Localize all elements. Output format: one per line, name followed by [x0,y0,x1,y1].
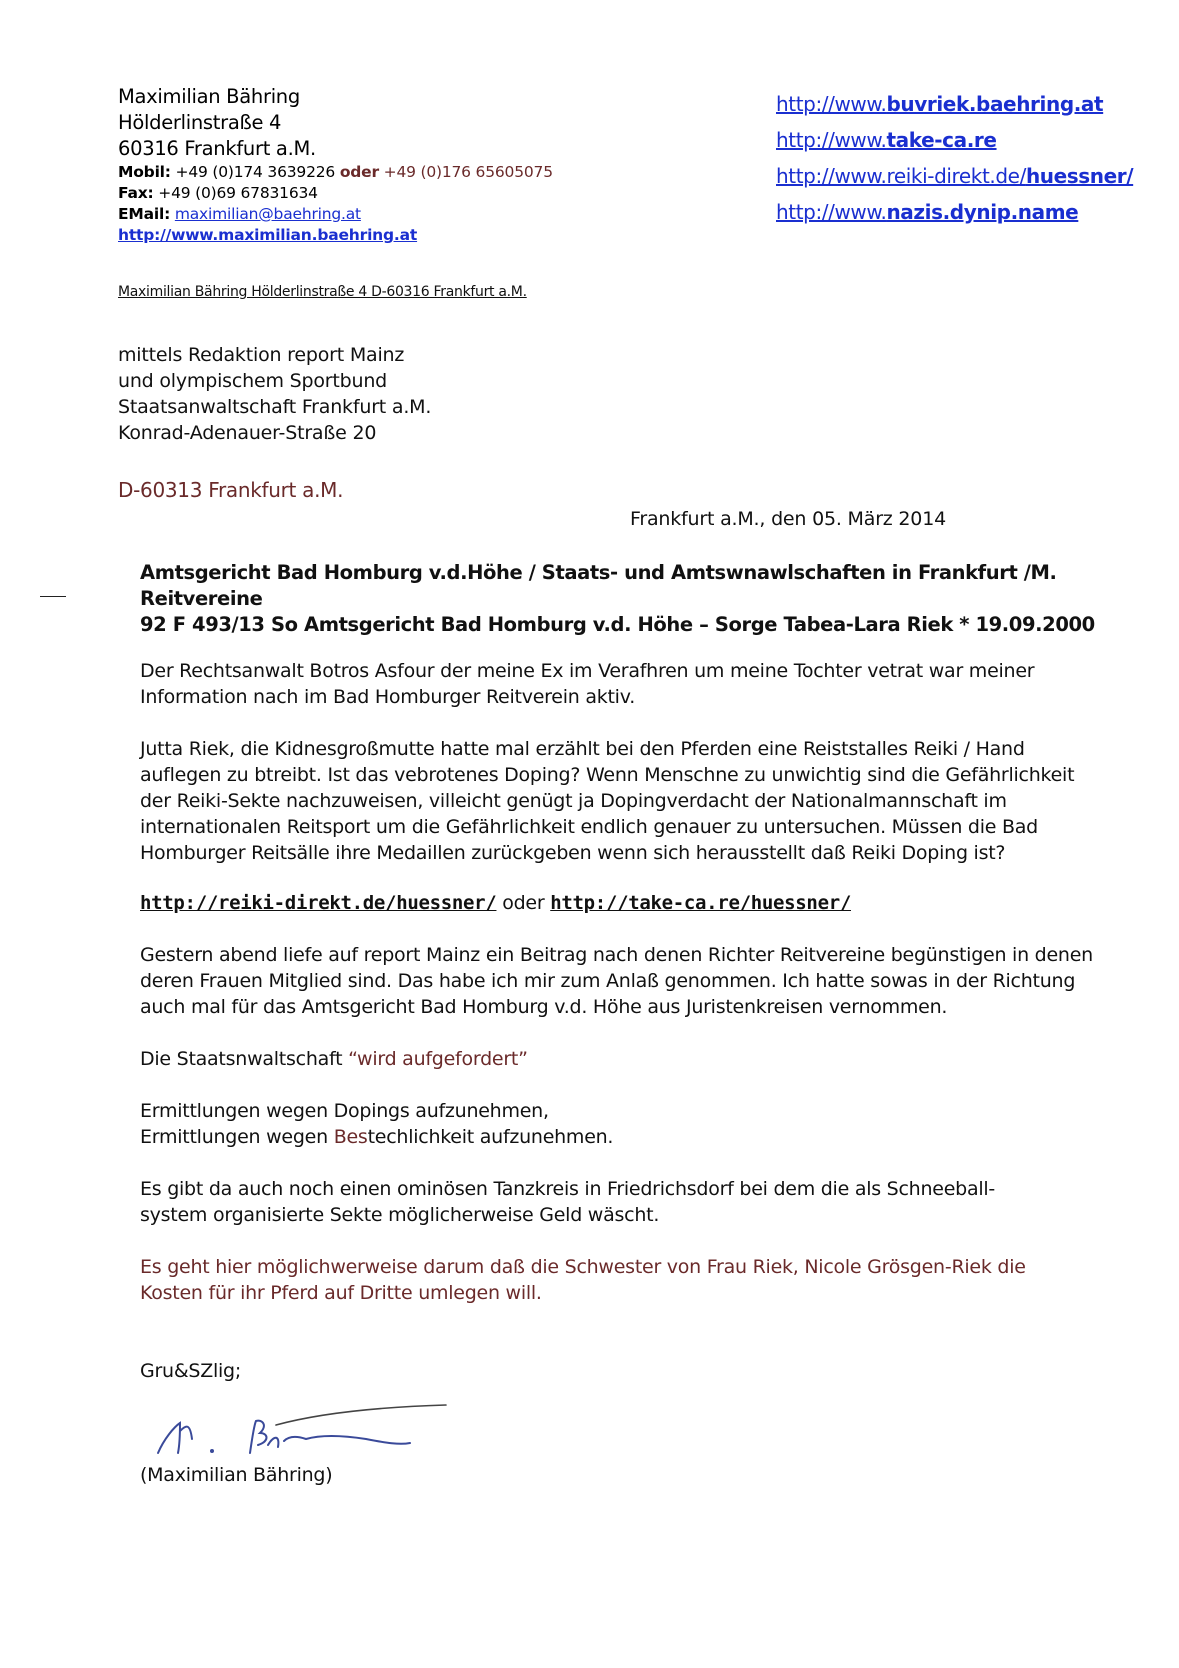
paragraph-2: Jutta Riek, die Kidnesgroßmutte hatte mal erzählt bei den Pferden eine Reiststalles Reiki / Hand auflegen zu btreibt. Ist das vebrotenes Doping? Wenn Menschne zu unwichtig sind die Gefährlichkeit der Reiki-Sekte nachzuweisen, villeicht genügt ja Dopingverdacht der Nationalmannschaft im internationalen Reitsport um die Gefährlichkeit endlich genauer zu untersuchen. Müssen die Bad Homburger Reitsälle ihre Medaillen zurückgeben wenn sich herausstellt daß Reiki Doping ist? [140,738,1075,864]
p5-text-b: Bes [333,1126,368,1148]
oder-word: oder [339,163,379,181]
paragraph-5 [140,1098,1100,1150]
fax-label: Fax: [118,184,154,202]
sender-mobile [118,162,553,183]
recipient-city: D-60313 Frankfurt a.M. [118,478,344,502]
fax-number: +49 (0)69 67831634 [158,184,318,202]
url-oder: oder [502,892,545,914]
header-link-2[interactable] [776,128,1133,164]
subject-line-1: Amtsgericht Bad Homburg v.d.Höhe / Staats- und Amtswnawlschaften in Frankfurt /M. Reitvereine [140,561,1057,610]
url-line [140,890,1100,916]
recipient-line-1: mittels Redaktion report Mainz [118,344,405,366]
letter-date: Frankfurt a.M., den 05. März 2014 [630,508,946,530]
sender-website [118,225,553,246]
fold-mark [40,596,66,597]
recipient-block [118,342,431,446]
paragraph-6: Es gibt da auch noch einen ominösen Tanzkreis in Friedrichsdorf bei dem die als Schneeball-system organisierte Sekte möglicherweise Geld wäscht. [140,1178,996,1226]
url-link-2[interactable]: http://take-ca.re/huessner/ [550,892,851,914]
subject-line [140,560,1100,638]
paragraph-3: Gestern abend liefe auf report Mainz ein Beitrag nach denen Richter Reitvereine begünstigen in denen deren Frauen Mitglied sind. Das habe ich mir zum Anlaß genommen. Ich hatte sowas in der Richtung auch mal für das Amtsgericht Bad Homburg v.d. Höhe aus Juristenkreisen vernommen. [140,944,1093,1018]
paragraph-1: Der Rechtsanwalt Botros Asfour der meine Ex im Verafhren um meine Tochter vetrat war meiner Information nach im Bad Homburger Reitverein aktiv. [140,660,1035,708]
recipient-line-2: und olympischem Sportbund [118,370,388,392]
mobil-label: Mobil: [118,163,171,181]
recipient-line-4: Konrad-Adenauer-Straße 20 [118,422,377,444]
sender-name: Maximilian Bähring [118,85,300,108]
url-link-1[interactable]: http://reiki-direkt.de/huessner/ [140,892,497,914]
sender-street: Hölderlinstraße 4 [118,111,282,134]
sender-city: 60316 Frankfurt a.M. [118,137,316,160]
subject-line-2: 92 F 493/13 So Amtsgericht Bad Homburg v.d. Höhe – Sorge Tabea-Lara Riek * 19.09.2000 [140,613,1095,636]
greeting: Gru&SZlig; [140,1360,241,1382]
email-label: EMail: [118,205,171,223]
mobil-number-2: +49 (0)176 65605075 [383,163,553,181]
header-link-4[interactable] [776,200,1133,236]
signature-name: (Maximilian Bähring) [140,1464,333,1486]
link-domain[interactable]: nazis.dynip.name [886,200,1079,224]
header-link-3[interactable] [776,164,1133,200]
p5-line-2 [140,1124,1100,1150]
mobil-number-1: +49 (0)174 3639226 [175,163,336,181]
handwritten-signature [150,1395,450,1465]
email-link[interactable]: maximilian@baehring.at [174,205,361,223]
p4-text: Die Staatsnwaltschaft [140,1048,349,1070]
link-prefix[interactable]: http://www. [776,200,887,224]
sender-email [118,204,553,225]
link-prefix[interactable]: http://www.reiki-direkt.de/ [776,164,1026,188]
p5-line-1: Ermittlungen wegen Dopings aufzunehmen, [140,1100,549,1122]
link-prefix[interactable]: http://www. [776,128,887,152]
sender-fax [118,183,553,204]
link-prefix[interactable]: http://www. [776,92,887,116]
website-link[interactable]: http://www.maximilian.baehring.at [118,226,418,244]
header-link-1[interactable] [776,92,1133,128]
p4-quote: “wird aufgefordert” [348,1048,528,1070]
return-address: Maximilian Bähring Hölderlinstraße 4 D-60316 Frankfurt a.M. [118,284,527,300]
recipient-line-3: Staatsanwaltschaft Frankfurt a.M. [118,396,432,418]
link-domain[interactable]: buvriek.baehring.at [886,92,1104,116]
p5-text-c: techlichkeit aufzunehmen. [367,1126,614,1148]
paragraph-4 [140,1046,1100,1072]
paragraph-7: Es geht hier möglichwerweise darum daß die Schwester von Frau Riek, Nicole Grösgen-Riek die Kosten für ihr Pferd auf Dritte umlegen will. [140,1256,1026,1304]
sender-block [118,84,553,246]
link-domain[interactable]: take-ca.re [886,128,997,152]
link-domain[interactable]: huessner/ [1025,164,1134,188]
header-links [776,92,1133,236]
p5-text-a: Ermittlungen wegen [140,1126,334,1148]
